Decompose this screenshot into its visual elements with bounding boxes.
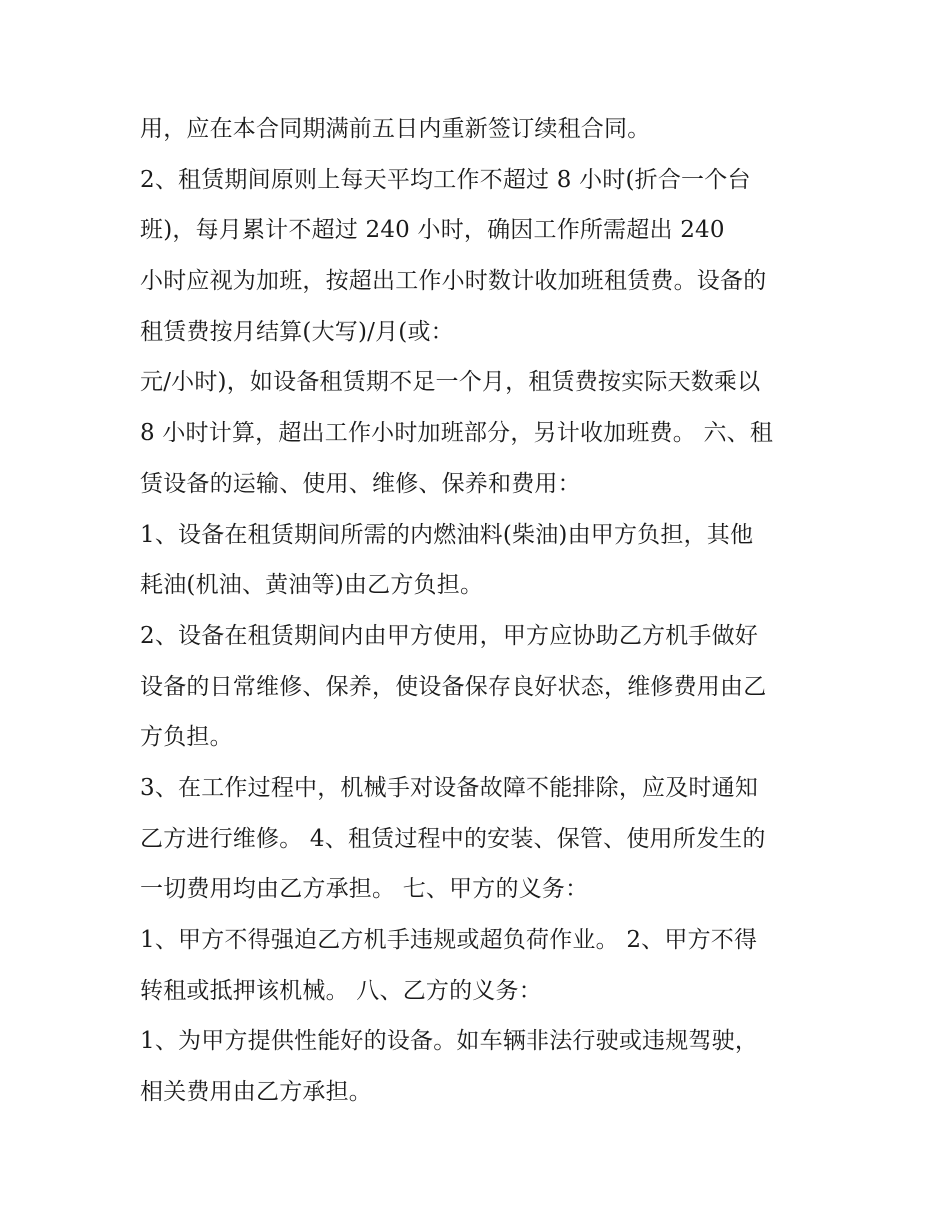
text-line-20: 相关费用由乙方承担。 xyxy=(140,1079,372,1106)
text-line-10: 耗油(机油、黄油等)由乙方负担。 xyxy=(140,572,484,599)
text-line-5: 租赁费按月结算(大写)/月(或： xyxy=(140,318,454,345)
text-line-6: 元/小时)，如设备租赁期不足一个月，租赁费按实际天数乘以 xyxy=(140,369,761,396)
text-line-4: 小时应视为加班，按超出工作小时数计收加班租赁费。设备的 xyxy=(140,268,767,295)
text-line-18: 转租或抵押该机械。 八、乙方的义务： xyxy=(140,977,542,1004)
text-line-1: 用，应在本合同期满前五日内重新签订续租合同。 xyxy=(140,116,651,142)
text-line-16: 一切费用均由乙方承担。 七、甲方的义务： xyxy=(140,876,589,903)
text-line-19: 1、为甲方提供性能好的设备。如车辆非法行驶或违规驾驶， xyxy=(140,1028,759,1055)
text-line-7: 8 小时计算，超出工作小时加班部分，另计收加班费。 六、租 xyxy=(140,420,774,447)
text-line-11: 2、设备在租赁期间内由甲方使用，甲方应协助乙方机手做好 xyxy=(140,622,759,649)
document-body xyxy=(140,104,840,1118)
text-line-3: 班)，每月累计不超过 240 小时，确因工作所需超出 240 xyxy=(140,217,725,244)
text-line-14: 3、在工作过程中，机械手对设备故障不能排除，应及时通知 xyxy=(140,774,759,801)
text-line-9: 1、设备在租赁期间所需的内燃油料(柴油)由甲方负担，其他 xyxy=(140,521,754,548)
text-line-15: 乙方进行维修。 4、租赁过程中的安装、保管、使用所发生的 xyxy=(140,825,766,852)
text-line-8: 赁设备的运输、使用、维修、保养和费用： xyxy=(140,470,581,497)
text-line-17: 1、甲方不得强迫乙方机手违规或超负荷作业。 2、甲方不得 xyxy=(140,927,758,953)
text-line-13: 方负担。 xyxy=(140,724,233,751)
text-line-2: 2、租赁期间原则上每天平均工作不超过 8 小时(折合一个台 xyxy=(140,166,751,193)
text-line-12: 设备的日常维修、保养，使设备保存良好状态，维修费用由乙 xyxy=(140,673,767,700)
